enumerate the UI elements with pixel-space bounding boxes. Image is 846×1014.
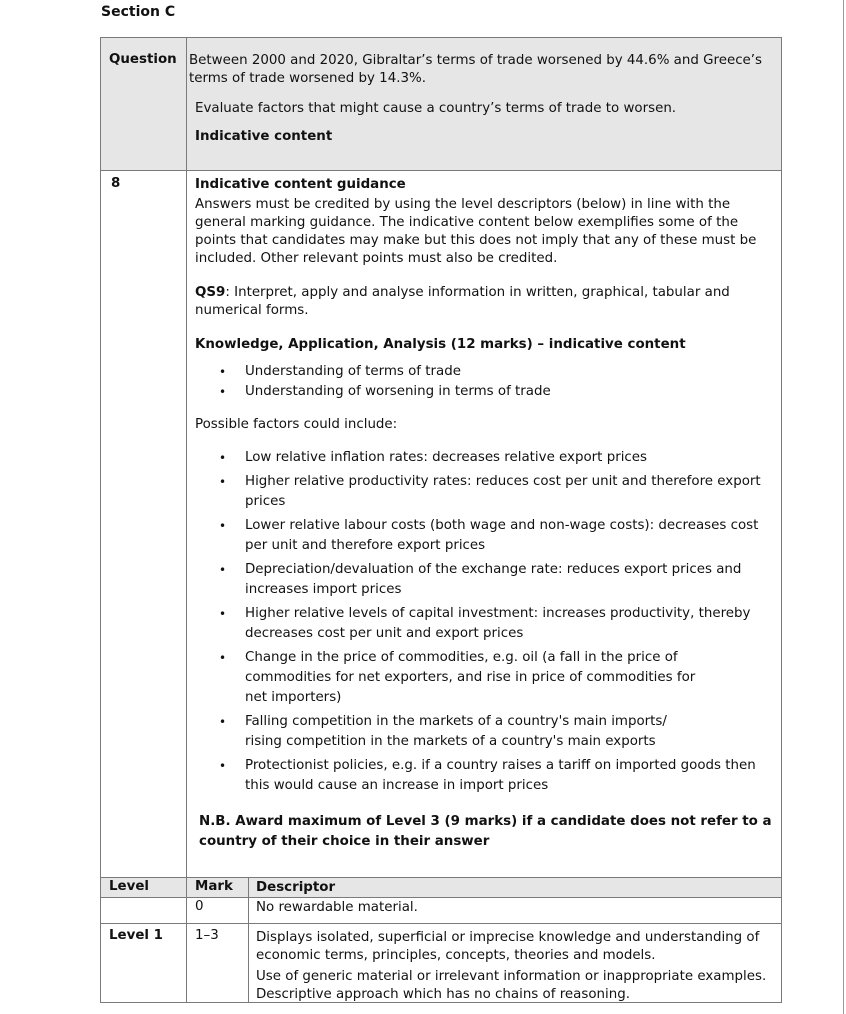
levels-header-row — [101, 877, 781, 898]
question-text-cell — [187, 38, 781, 170]
mark-cell: 1–3 — [187, 924, 249, 1002]
list-item: • Change in the price of commodities, e.g. oil (a fall in the price of commodities for net exporters, and rise in price of commodities for net importers) — [219, 648, 773, 708]
header-mark: Mark — [187, 878, 249, 897]
table-row — [101, 924, 781, 1002]
section-title: Section C — [101, 4, 176, 20]
question-number: 8 — [111, 176, 121, 191]
factors-list — [195, 448, 773, 796]
question-label-cell — [101, 38, 187, 170]
qs-code: QS9 — [195, 285, 226, 300]
descriptor-cell: No rewardable material. — [256, 900, 418, 915]
content-row — [101, 171, 781, 877]
qs-text: : Interpret, apply and analyse information in written, graphical, tabular and numerical forms. — [195, 285, 730, 318]
mark-cell: 0 — [187, 898, 249, 923]
factors-intro: Possible factors could include: — [195, 417, 398, 432]
understanding-list — [195, 362, 773, 402]
level-cell — [101, 898, 187, 923]
guidance-intro: Answers must be credited by using the level descriptors (below) in line with the general marking guidance. The indicative content below exemplifies some of the points that candidates may make but this does not imply that any of these must be included. Other relevant points must also be credited. — [195, 197, 757, 266]
question-row — [101, 38, 781, 171]
page-edge — [843, 0, 844, 1014]
descriptor-cell: Displays isolated, superficial or imprecise knowledge and understanding of economic terms, principles, concepts, theories and models. Use of generic material or irrelevant information or inappropriate examples. Descriptive approach which has no chains of reasoning. — [256, 930, 767, 1002]
list-item: • Protectionist policies, e.g. if a country raises a tariff on imported goods then this would cause an increase in import prices — [219, 756, 773, 796]
indicative-content-heading: Indicative content — [195, 129, 333, 144]
mark-scheme-table — [100, 37, 782, 1003]
guidance-cell — [187, 171, 781, 877]
question-task: Evaluate factors that might cause a country’s terms of trade to worsen. — [195, 101, 677, 116]
qs-statement — [195, 284, 773, 320]
table-row — [101, 898, 781, 924]
kaa-heading: Knowledge, Application, Analysis (12 marks) – indicative content — [195, 337, 686, 352]
list-item: • Higher relative productivity rates: reduces cost per unit and therefore export prices — [219, 472, 773, 512]
list-item: • Falling competition in the markets of a country's main imports/ rising competition in the markets of a country's main exports — [219, 712, 773, 752]
list-item: • Lower relative labour costs (both wage and non-wage costs): decreases cost per unit and therefore export prices — [219, 516, 773, 556]
list-item: • Understanding of terms of trade — [219, 362, 773, 382]
nb-note: N.B. Award maximum of Level 3 (9 marks) if a candidate does not refer to a country of their choice in their answer — [199, 814, 772, 849]
question-number-cell — [101, 171, 187, 877]
list-item: • Low relative inflation rates: decreases relative export prices — [219, 448, 773, 468]
question-label: Question — [109, 52, 177, 67]
question-stem: Between 2000 and 2020, Gibraltar’s terms of trade worsened by 44.6% and Greece’s terms of trade worsened by 14.3%. — [189, 53, 763, 86]
header-descriptor: Descriptor — [256, 880, 336, 895]
list-item: • Depreciation/devaluation of the exchange rate: reduces export prices and increases import prices — [219, 560, 773, 600]
header-level: Level — [101, 878, 187, 897]
level-cell: Level 1 — [101, 924, 187, 1002]
guidance-heading: Indicative content guidance — [195, 177, 406, 192]
list-item: • Higher relative levels of capital investment: increases productivity, thereby decreases cost per unit and export prices — [219, 604, 773, 644]
list-item: • Understanding of worsening in terms of trade — [219, 382, 773, 402]
